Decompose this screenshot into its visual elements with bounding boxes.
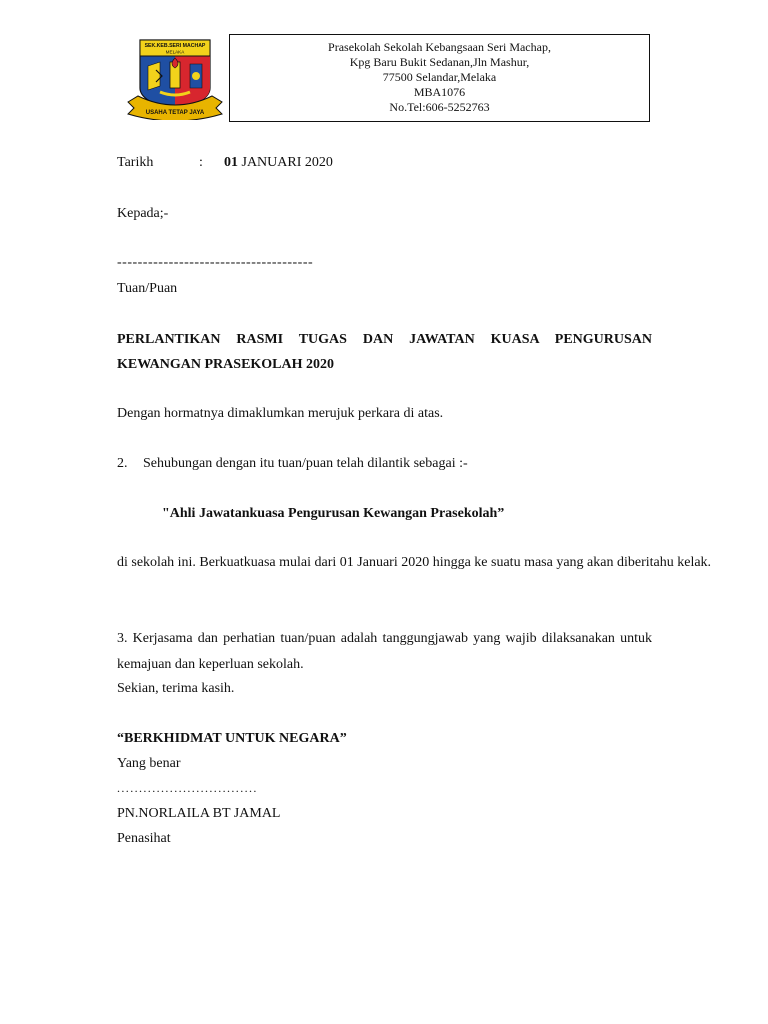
address-line: No.Tel:606-5252763 (389, 100, 490, 114)
school-logo (126, 36, 224, 120)
paragraph-2-continued: di sekolah ini. Berkuatkuasa mulai dari 01 Januari 2020 hingga ke suatu masa yang akan diberitahu kelak. (117, 555, 712, 570)
paragraph-3: 3. Kerjasama dan perhatian tuan/puan adalah tanggungjawab yang wajib dilaksanakan untuk kemajuan dan keperluan sekolah. (117, 631, 652, 672)
closing-line: Sekian, terima kasih. (117, 681, 235, 696)
date-month-year: JANUARI 2020 (241, 155, 333, 170)
recipient-label: Kepada;- (117, 206, 169, 221)
paragraph-number: 2. (117, 456, 128, 471)
address-line: 77500 Selandar,Melaka (382, 70, 497, 84)
recipient-blank-line: -------------------------------------- (117, 255, 314, 270)
motto: “BERKHIDMAT UNTUK NEGARA” (117, 731, 347, 746)
signature-line: ................................ (117, 781, 258, 795)
school-address-box (229, 34, 650, 122)
address-line: Kpg Baru Bukit Sedanan,Jln Mashur, (349, 55, 530, 69)
intro-paragraph: Dengan hormatnya dimaklumkan merujuk perkara di atas. (117, 406, 444, 421)
appointment-title: "Ahli Jawatankuasa Pengurusan Kewangan Prasekolah” (162, 506, 505, 521)
logo-ribbon-text: USAHA TETAP JAYA (145, 110, 205, 116)
date-colon: : (199, 155, 203, 170)
paragraph-2-text: Sehubungan dengan itu tuan/puan telah dilantik sebagai :- (143, 456, 468, 471)
address-line: Prasekolah Sekolah Kebangsaan Seri Machap, (328, 40, 551, 54)
signatory-role: Penasihat (117, 831, 171, 846)
date-label: Tarikh (117, 155, 154, 170)
valediction: Yang benar (117, 756, 181, 771)
date-day: 01 (224, 155, 238, 170)
salutation: Tuan/Puan (117, 281, 178, 296)
logo-top-text: SEK.KEB.SERI MACHAP (144, 43, 206, 49)
logo-sub-text: MELAKA (165, 49, 185, 55)
letter-subject: PERLANTIKAN RASMI TUGAS DAN JAWATAN KUASA PENGURUSAN KEWANGAN PRASEKOLAH 2020 (117, 332, 652, 372)
signatory-name: PN.NORLAILA BT JAMAL (117, 806, 281, 821)
address-line: MBA1076 (413, 85, 466, 99)
date-value (224, 154, 333, 172)
